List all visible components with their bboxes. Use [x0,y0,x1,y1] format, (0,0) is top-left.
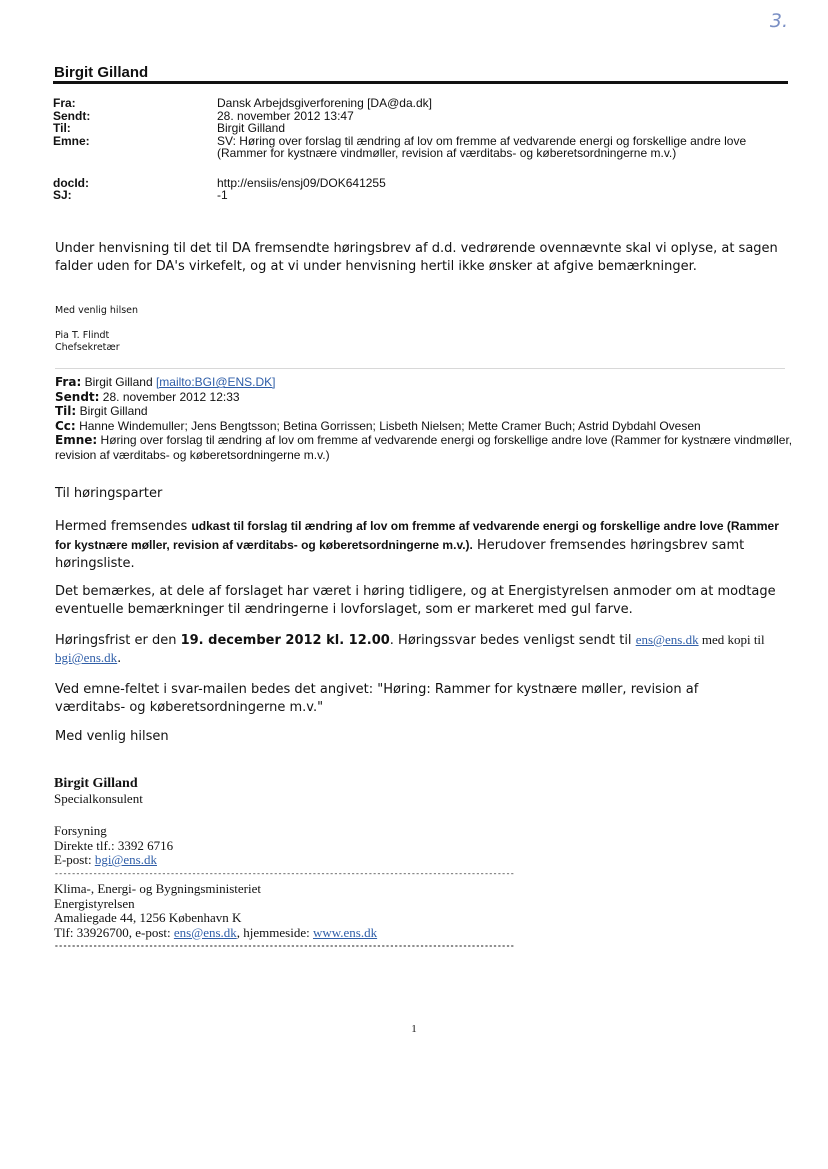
header-row-sent [53,110,793,123]
header-row-from [53,97,793,110]
paragraph-subject-instruction: Ved emne-feltet i svar-mailen bedes det angivet: "Høring: Rammer for kystnære møller, revision af værditabs- og køberetsordningerne m.v." [55,682,699,715]
docid-label: docId: [53,175,89,190]
signature-address: Amaliegade 44, 1256 København K [54,910,242,925]
page-number-annotation: 3. [769,10,788,32]
to-value: Birgit Gilland [217,121,286,135]
closing: Med venlig hilsen [55,729,169,744]
ens-email-link[interactable]: ens@ens.dk [635,632,699,647]
signature-phone: Direkte tlf.: 3392 6716 [54,837,174,853]
contact-mid: , hjemmeside: [236,924,313,940]
p3-mid2: med kopi til [698,632,765,647]
signature-email-link[interactable]: bgi@ens.dk [94,852,157,867]
paragraph-deadline [55,632,795,668]
reply-greeting: Med venlig hilsen [55,305,139,316]
contact-email-link[interactable]: ens@ens.dk [173,924,237,940]
fwd-subject-line [55,433,795,462]
contact-website-link[interactable]: www.ens.dk [312,924,378,940]
subject-value: SV: Høring over forslag til ændring af lov om fremme af vedvarende energi og forskellige andre love (Rammer for kystnære vindmøller, revision af værditabs- og køberetsordningerne m.v.) [217,133,747,160]
fwd-cc-value: Hanne Windemuller; Jens Bengtsson; Betina Gorrissen; Lisbeth Nielsen; Mette Cramer Buch; Astrid Dybdahl Ovesen [79,418,701,433]
signature-dash-rule-bottom: ----------------------------------------------------------------------------------------------------------- [54,942,515,951]
signature-email-label: E-post: [54,852,95,867]
sj-label: SJ: [53,188,72,202]
from-value: Dansk Arbejdsgiverforening [DA@da.dk] [217,96,432,110]
header-row-subject [53,135,793,160]
p1-bold-title: udkast til forslag til ændring af lov om fremme af vedvarende energi og forskellige andre love (Rammer for kystnære møller, revision af værditabs- og køberetsordningerne m.v.). [55,519,779,552]
sent-value: 28. november 2012 13:47 [217,108,354,123]
sender-heading: Birgit Gilland [54,64,149,81]
to-label: Til: [53,121,71,135]
p3-end: . [117,651,122,666]
p1-prefix: Hermed fremsendes [55,519,192,534]
footer-page-number: 1 [411,1023,417,1035]
signature-title: Specialkonsulent [54,790,143,806]
forward-divider [55,368,785,369]
fwd-sent-label: Sendt: [55,389,100,404]
fwd-cc-line [55,419,795,434]
paragraph-enclosure [55,517,795,573]
docid-value: http://ensiis/ensj09/DOK641255 [217,175,386,190]
signature-contact-line [54,926,554,941]
header-row-docid [53,177,793,190]
fwd-sent-value: 28. november 2012 12:33 [102,389,240,404]
email-header [53,97,793,202]
contact-prefix: Tlf: 33926700, e-post: [54,924,174,940]
fwd-from-mailto-link[interactable]: [mailto:BGI@ENS.DK] [155,375,276,389]
sj-value: -1 [217,188,228,202]
fwd-subject-label: Emne: [55,433,98,447]
salutation: Til høringsparter [55,486,163,501]
paragraph-note: Det bemærkes, at dele af forslaget har været i høring tidligere, og at Energistyrelsen anmoder om at modtage eventuelle bemærkninger til ændringerne i lovforslaget, som er markeret med gul farve. [55,584,776,617]
fwd-to-label: Til: [55,404,77,418]
signature-email-line [54,853,554,868]
header-row-sj [53,189,793,202]
sent-label: Sendt: [53,108,91,123]
fwd-from-name: Birgit Gilland [84,375,153,389]
fwd-to-value: Birgit Gilland [79,404,148,418]
p1-suffix: Herudover fremsendes høringsbrev samt høringsliste. [55,538,745,571]
fwd-cc-label: Cc: [55,418,76,433]
signature-ministry: Klima-, Energi- og Bygningsministeriet [54,881,262,896]
signature-dash-rule-top: ----------------------------------------------------------------------------------------------------------- [54,869,515,879]
fwd-subject-value: Høring over forslag til ændring af lov om fremme af vedvarende energi og forskellige andre love (Rammer for kystnære vindmøller, revision af værditabs- og køberetsordningerne m.v.) [55,433,793,462]
reply-signer-name: Pia T. Flindt [55,330,110,341]
header-row-to [53,122,793,135]
fwd-sent-line [55,390,795,405]
header-divider [53,81,788,84]
bgi-email-link[interactable]: bgi@ens.dk [55,650,118,665]
fwd-from-label: Fra: [55,375,82,389]
signature-block [54,777,554,955]
reply-body: Under henvisning til det til DA fremsendte høringsbrev af d.d. vedrørende ovennævnte skal vi oplyse, at sagen falder uden for DA's virkefelt, og at vi under henvisning hertil ikke ønsker at afgive bemærkninger. [55,241,778,274]
deadline-date: 19. december 2012 kl. 12.00 [180,633,390,648]
fwd-from-line [55,375,795,390]
from-label: Fra: [53,96,76,110]
p3-prefix: Høringsfrist er den [55,633,181,648]
signature-department: Forsyning [54,823,107,838]
forwarded-header [55,375,795,462]
signature-agency: Energistyrelsen [54,895,135,911]
subject-label: Emne: [53,133,90,148]
p3-mid: . Høringssvar bedes venligst sendt til [389,633,636,648]
signature-name: Birgit Gilland [54,776,138,791]
fwd-to-line [55,404,795,419]
reply-signer-title: Chefsekretær [55,342,120,353]
